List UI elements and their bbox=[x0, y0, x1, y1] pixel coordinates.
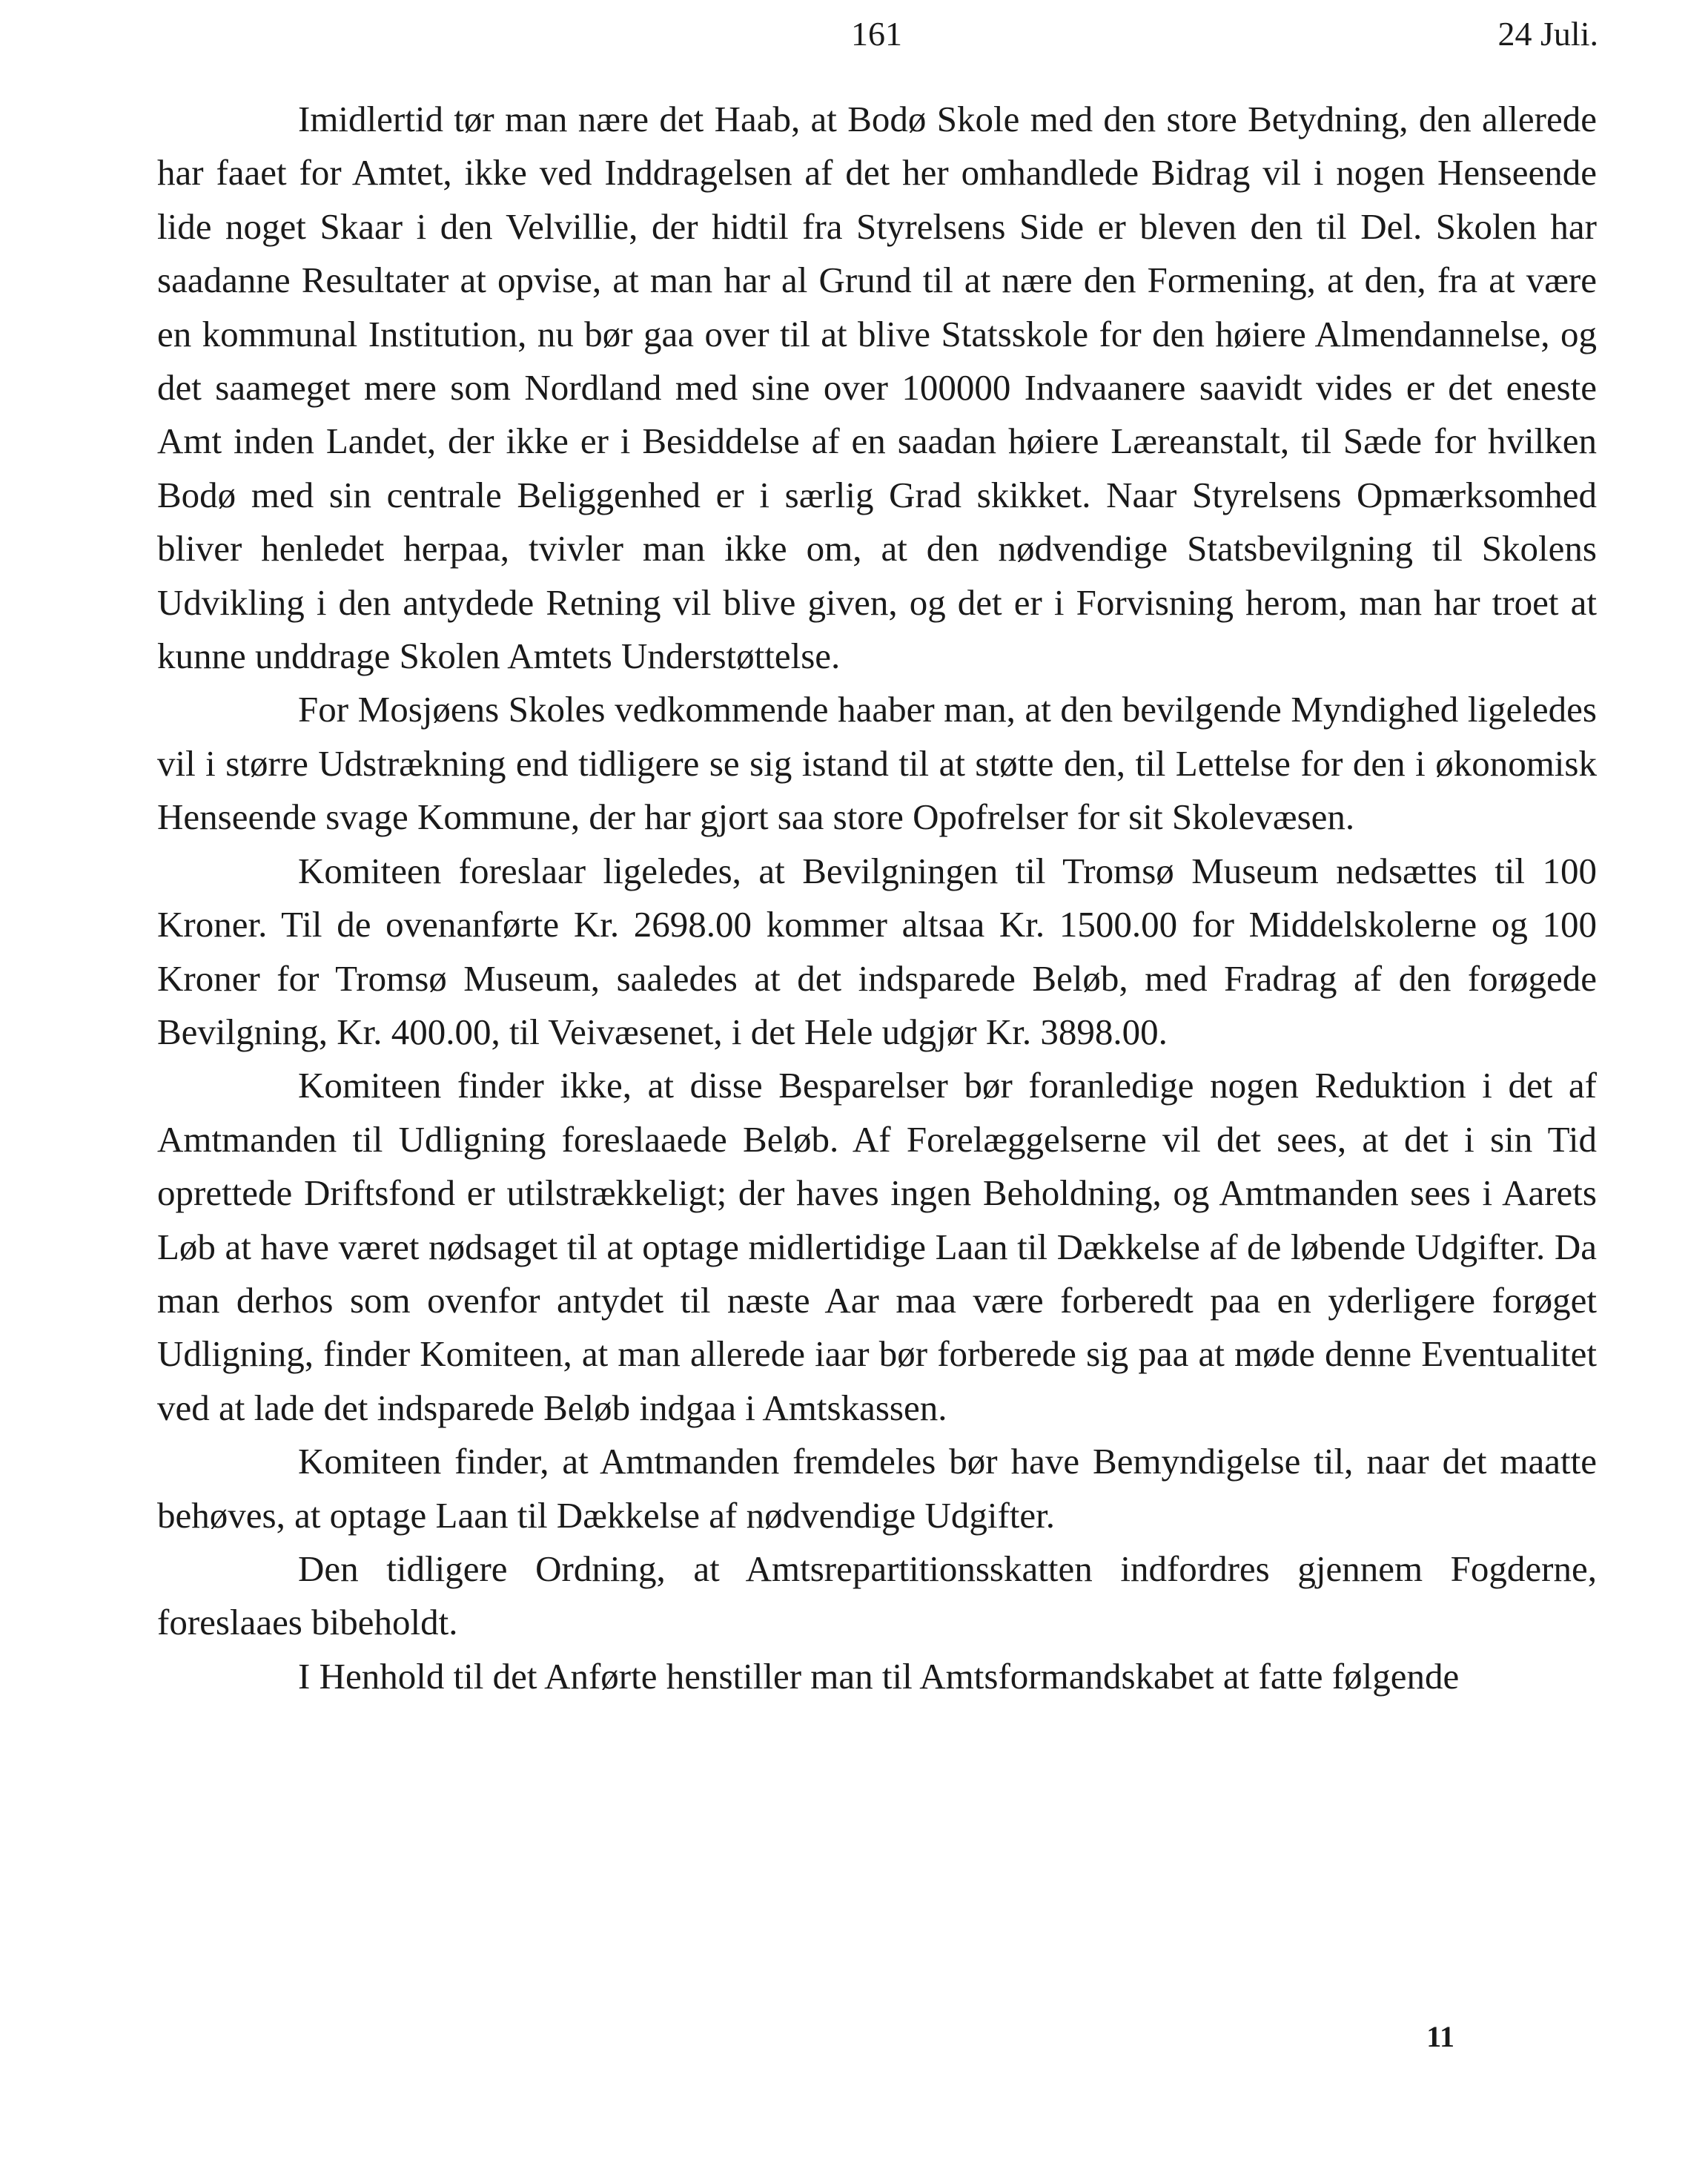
paragraph: Komiteen finder, at Amtmanden fremdeles bør have Bemyndigelse til, naar det maatte behøves, at optage Laan til Dækkelse af nødvendige Udgifter. bbox=[157, 1441, 1597, 1536]
paragraph: Komiteen finder ikke, at disse Besparelser bør foranledige nogen Reduktion i det af Amtmanden til Udligning foreslaaede Beløb. Af Forelæggelserne vil det sees, at det i sin Tid oprettede Driftsfond er utilstrækkeligt; der haves ingen Beholdning, og Amtmanden sees i Aarets Løb at have været nødsaget til at optage midlertidige Laan til Dækkelse af de løbende Udgifter. Da man derhos som ovenfor antydet til næste Aar maa være forberedt paa en yderligere forøget Udligning, finder Komiteen, at man allerede iaar bør forberede sig paa at møde denne Eventualitet ved at lade det indsparede Beløb indgaa i Amtskassen. bbox=[157, 1065, 1597, 1428]
signature-mark: 11 bbox=[1426, 2020, 1454, 2053]
paragraph: Den tidligere Ordning, at Amtsrepartitionsskatten indfordres gjennem Fogderne, foreslaaes bibeholdt. bbox=[157, 1548, 1597, 1643]
body-text bbox=[157, 93, 1597, 1703]
paragraph: For Mosjøens Skoles vedkommende haaber man, at den bevilgende Myndighed ligeledes vil i større Udstrækning end tidligere se sig istand til at støtte den, til Lettelse for den i økonomisk Henseende svage Kommune, der har gjort saa store Opofrelser for sit Skolevæsen. bbox=[157, 689, 1597, 838]
paragraph: I Henhold til det Anførte henstiller man til Amtsformandskabet at fatte følgende bbox=[298, 1655, 1460, 1697]
page-number: 161 bbox=[851, 15, 902, 53]
page-date: 24 Juli. bbox=[1497, 15, 1598, 53]
paragraph: Komiteen foreslaar ligeledes, at Bevilgningen til Tromsø Museum nedsættes til 100 Kroner. Til de ovenanførte Kr. 2698.00 kommer altsaa Kr. 1500.00 for Middelskolerne og 100 Kroner for Tromsø Museum, saaledes at det indsparede Beløb, med Fradrag af den forøgede Bevilgning, Kr. 400.00, til Veivæsenet, i det Hele udgjør Kr. 3898.00. bbox=[157, 850, 1597, 1052]
paragraph: Imidlertid tør man nære det Haab, at Bodø Skole med den store Betydning, den allerede har faaet for Amtet, ikke ved Inddragelsen af det her omhandlede Bidrag vil i nogen Henseende lide noget Skaar i den Velvillie, der hidtil fra Styrelsens Side er bleven den til Del. Skolen har saadanne Resultater at opvise, at man har al Grund til at nære den Formening, at den, fra at være en kommunal Institution, nu bør gaa over til at blive Statsskole for den høiere Almendannelse, og det saameget mere som Nordland med sine over 100000 Indvaanere saavidt vides er det eneste Amt inden Landet, der ikke er i Besiddelse af en saadan høiere Læreanstalt, til Sæde for hvilken Bodø med sin centrale Beliggenhed er i særlig Grad skikket. Naar Styrelsens Opmærksomhed bliver henledet herpaa, tvivler man ikke om, at den nødvendige Statsbevilgning til Skolens Udvikling i den antydede Retning vil blive given, og det er i Forvisning herom, man har troet at kunne unddrage Skolen Amtets Understøttelse. bbox=[157, 99, 1597, 677]
